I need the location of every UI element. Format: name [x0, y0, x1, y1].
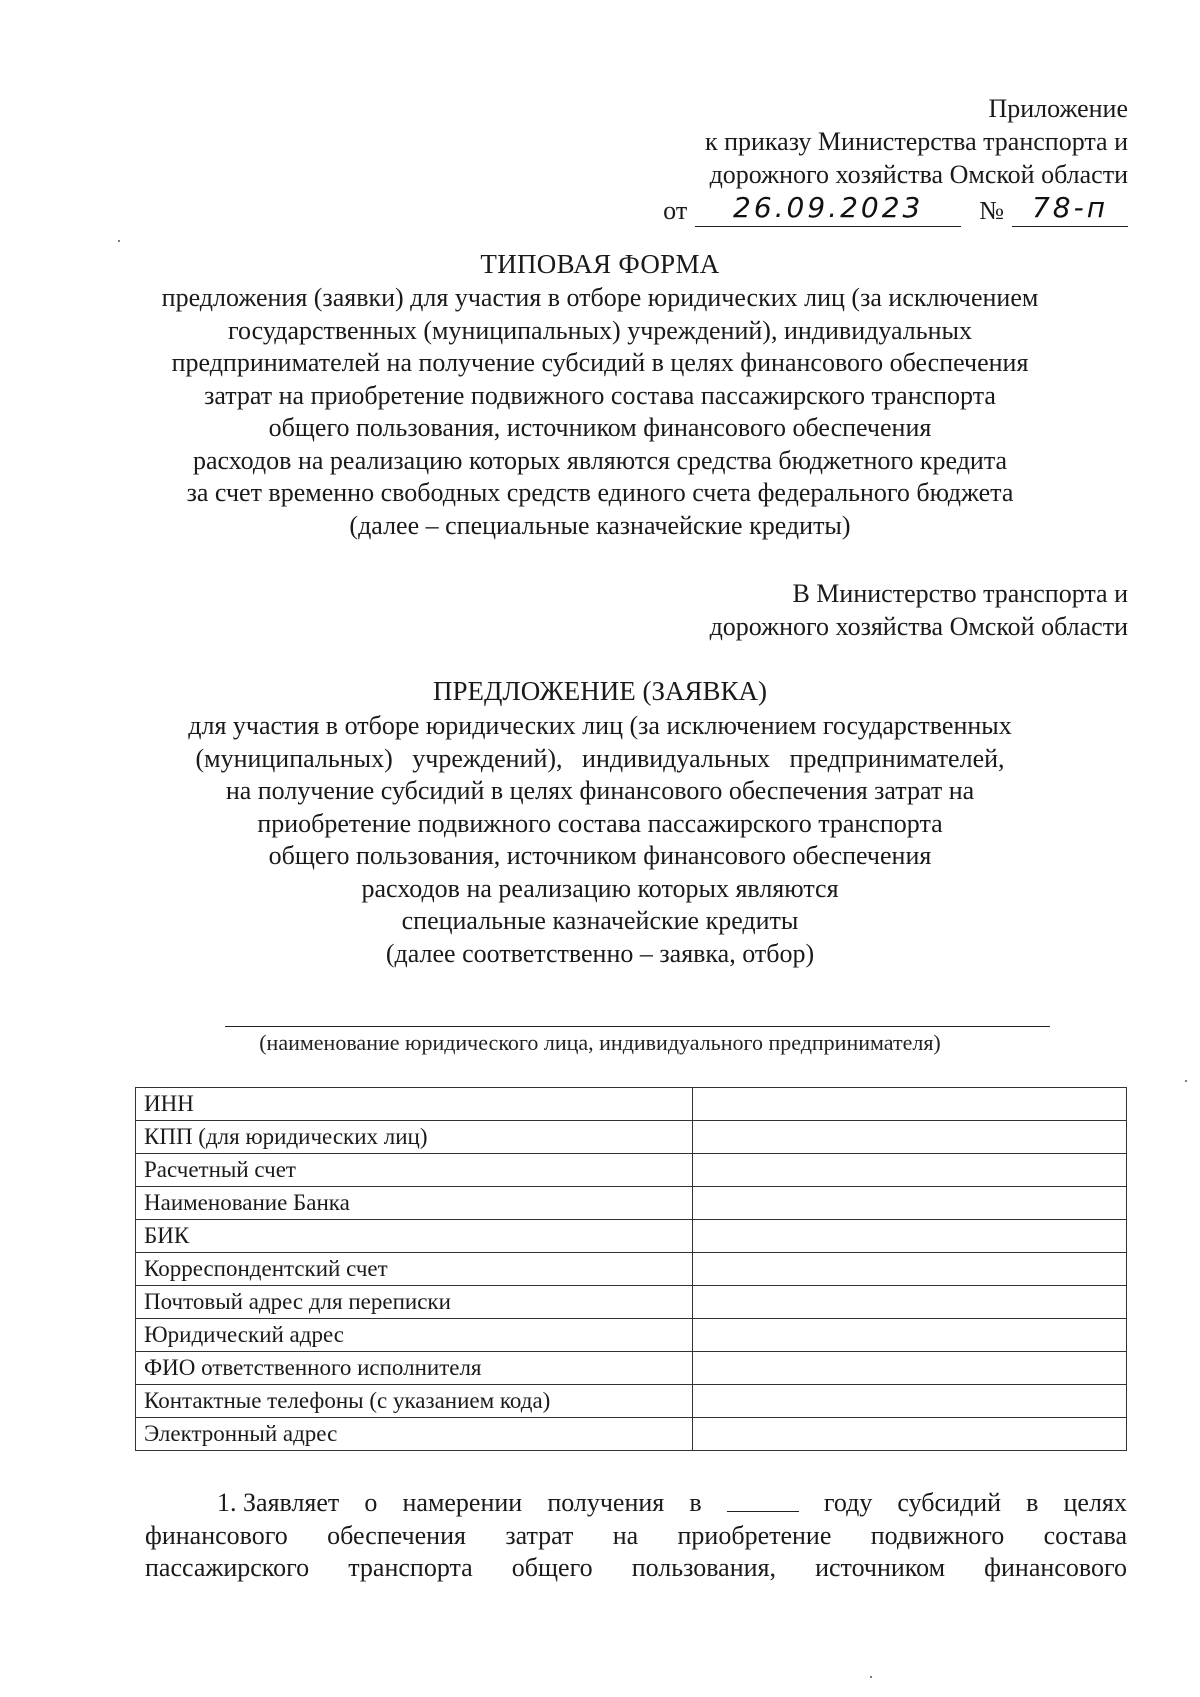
paragraph-line	[145, 1487, 1127, 1520]
table-value-cell[interactable]	[693, 1121, 1127, 1154]
paragraph-word: финансового	[984, 1553, 1127, 1582]
subtitle-line: предложения (заявки) для участия в отборе юридических лиц (за исключением	[161, 283, 1039, 312]
paragraph-word: в	[1026, 1488, 1039, 1517]
proposal-line: приобретение подвижного состава пассажирского транспорта	[257, 808, 943, 838]
proposal-description	[0, 710, 1200, 970]
table-value-cell[interactable]	[693, 1253, 1127, 1286]
table-value-cell[interactable]	[693, 1187, 1127, 1220]
paragraph-word: состава	[1043, 1520, 1127, 1550]
table-row	[136, 1385, 1127, 1418]
appendix-title: Приложение	[988, 94, 1128, 123]
table-value-cell[interactable]	[693, 1385, 1127, 1418]
paragraph-word: субсидий	[897, 1488, 1002, 1517]
paragraph-word: транспорта	[348, 1553, 473, 1582]
appendix-header	[663, 92, 1128, 227]
paragraph-word: в	[689, 1488, 702, 1517]
paragraph-word: 1. Заявляет	[217, 1488, 340, 1517]
table-value-cell[interactable]	[693, 1154, 1127, 1187]
paragraph-word: целях	[1063, 1488, 1127, 1517]
addressee-line-2: дорожного хозяйства Омской области	[709, 612, 1128, 641]
paragraph-line	[145, 1552, 1127, 1585]
table-value-cell[interactable]	[693, 1352, 1127, 1385]
table-label-cell: Юридический адрес	[136, 1319, 693, 1352]
paragraph-word: затрат	[505, 1520, 574, 1550]
proposal-line: специальные казначейские кредиты	[401, 906, 799, 935]
paragraph-word: пассажирского	[145, 1553, 310, 1582]
table-label-cell: Электронный адрес	[136, 1418, 693, 1451]
scan-speck	[1185, 1080, 1187, 1082]
requisites-table	[135, 1087, 1127, 1451]
organization-name-field[interactable]	[225, 1026, 1050, 1027]
table-label-cell: Наименование Банка	[136, 1187, 693, 1220]
subtitle-line: государственных (муниципальных) учреждений), индивидуальных	[228, 315, 972, 345]
from-label: от	[663, 196, 688, 225]
paragraph-word: финансового	[145, 1520, 288, 1550]
organization-name-caption: (наименование юридического лица, индивидуального предпринимателя)	[259, 1030, 941, 1055]
subtitle-line: общего пользования, источником финансового обеспечения	[268, 413, 932, 442]
table-label-cell: ФИО ответственного исполнителя	[136, 1352, 693, 1385]
table-label-cell: БИК	[136, 1220, 693, 1253]
table-label-cell: Контактные телефоны (с указанием кода)	[136, 1385, 693, 1418]
subtitle-line: расходов на реализацию которых являются средства бюджетного кредита	[192, 445, 1008, 475]
year-blank-field[interactable]	[727, 1487, 799, 1512]
scan-speck	[870, 1676, 872, 1678]
paragraph-word: пользования,	[631, 1553, 776, 1582]
table-label-cell: КПП (для юридических лиц)	[136, 1121, 693, 1154]
addressee-line-1: В Министерство транспорта и	[792, 579, 1128, 608]
subtitle-line: за счет временно свободных средств единого счета федерального бюджета	[186, 478, 1014, 507]
table-row	[136, 1319, 1127, 1352]
order-number: 78-п	[1012, 191, 1128, 227]
table-row	[136, 1154, 1127, 1187]
scan-speck	[118, 240, 120, 242]
table-row	[136, 1187, 1127, 1220]
proposal-line: расходов на реализацию которых являются	[361, 873, 839, 903]
table-label-cell: Почтовый адрес для переписки	[136, 1286, 693, 1319]
table-label-cell: Расчетный счет	[136, 1154, 693, 1187]
subtitle-line: предпринимателей на получение субсидий в целях финансового обеспечения	[171, 348, 1029, 377]
proposal-line: (далее соответственно – заявка, отбор)	[385, 938, 815, 968]
table-value-cell[interactable]	[693, 1088, 1127, 1121]
paragraph-line	[145, 1520, 1127, 1553]
paragraph-word: приобретение	[677, 1520, 832, 1550]
form-title: ТИПОВАЯ ФОРМА	[480, 249, 720, 279]
table-row	[136, 1088, 1127, 1121]
table-value-cell[interactable]	[693, 1286, 1127, 1319]
appendix-order-line-1: к приказу Министерства транспорта и	[704, 127, 1128, 156]
proposal-title: ПРЕДЛОЖЕНИЕ (ЗАЯВКА)	[432, 676, 768, 706]
paragraph-word: на	[612, 1520, 639, 1550]
order-date: 26.09.2023	[695, 191, 961, 227]
table-row	[136, 1286, 1127, 1319]
paragraph-word: году	[823, 1488, 873, 1517]
subtitle-line: (далее – специальные казначейские кредиты)	[349, 510, 851, 540]
paragraph-word: получения	[547, 1488, 665, 1517]
paragraph-word: обеспечения	[327, 1520, 466, 1550]
proposal-line: для участия в отборе юридических лиц (за исключением государственных	[188, 711, 1012, 740]
proposal-line: (муниципальных) учреждений), индивидуальных предпринимателей,	[195, 743, 1005, 773]
table-row	[136, 1121, 1127, 1154]
paragraph-word: намерении	[402, 1488, 523, 1517]
table-row	[136, 1418, 1127, 1451]
form-subtitle	[0, 282, 1200, 542]
order-date-number	[663, 191, 1128, 227]
paragraph-word: о	[364, 1488, 378, 1517]
table-row	[136, 1220, 1127, 1253]
table-label-cell: ИНН	[136, 1088, 693, 1121]
appendix-order-line-2: дорожного хозяйства Омской области	[709, 160, 1128, 189]
table-value-cell[interactable]	[693, 1220, 1127, 1253]
table-value-cell[interactable]	[693, 1418, 1127, 1451]
table-value-cell[interactable]	[693, 1319, 1127, 1352]
table-label-cell: Корреспондентский счет	[136, 1253, 693, 1286]
number-sign: №	[979, 196, 1004, 225]
addressee	[710, 577, 1128, 643]
paragraph-word: подвижного	[870, 1520, 1005, 1550]
paragraph-word: источником	[815, 1553, 946, 1582]
subtitle-line: затрат на приобретение подвижного состава пассажирского транспорта	[204, 380, 996, 410]
paragraph-1	[145, 1487, 1127, 1585]
table-row	[136, 1352, 1127, 1385]
proposal-line: на получение субсидий в целях финансового обеспечения затрат на	[225, 776, 975, 805]
table-row	[136, 1253, 1127, 1286]
proposal-line: общего пользования, источником финансового обеспечения	[268, 841, 932, 870]
paragraph-word: общего	[511, 1553, 593, 1582]
